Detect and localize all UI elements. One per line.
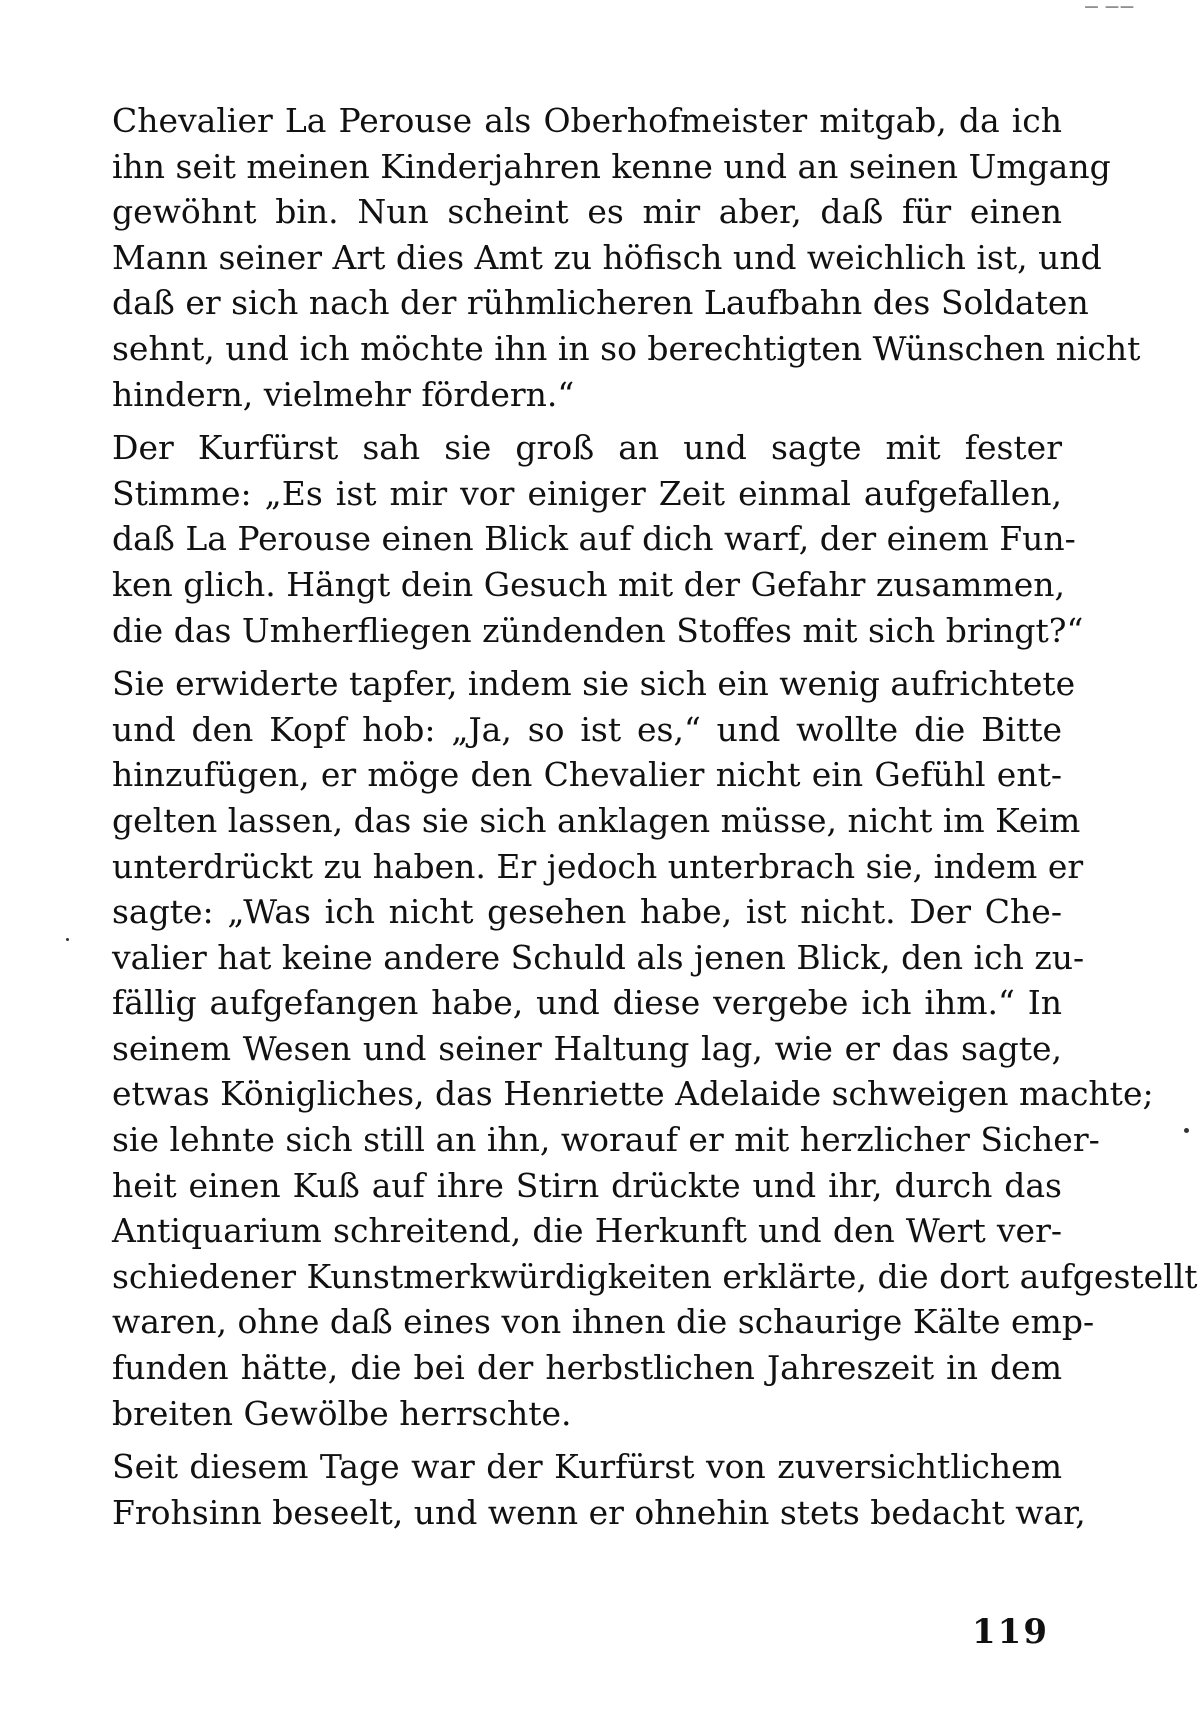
- text-line: seinem Wesen und seiner Haltung lag, wie er das sagte,: [112, 1028, 1062, 1068]
- text-line: Chevalier La Perouse als Oberhofmeister mitgab, da ich: [112, 101, 1062, 140]
- paragraph-1: [112, 98, 1141, 417]
- text-line: Sie erwiderte tapfer, indem sie sich ein wenig aufrichtete: [112, 664, 1076, 704]
- text-line: daß er sich nach der rühmlicheren Laufbahn des Soldaten: [112, 283, 1089, 323]
- print-speck: [1184, 1128, 1189, 1133]
- text-line: hindern, vielmehr fördern.“: [112, 374, 575, 414]
- text-line: sagte: „Was ich nicht gesehen habe, ist nicht. Der Che-: [112, 892, 1062, 932]
- text-line: Frohsinn beseelt, und wenn er ohnehin stets bedacht war,: [112, 1492, 1086, 1532]
- text-line: ken glich. Hängt dein Gesuch mit der Gefahr zusammen,: [112, 564, 1065, 604]
- text-line: sie lehnte sich still an ihn, worauf er mit herzlicher Sicher-: [112, 1120, 1100, 1160]
- body-text: [112, 98, 1198, 1535]
- text-line: gewöhnt bin. Nun scheint es mir aber, daß für einen: [112, 192, 1062, 232]
- text-line: etwas Königliches, das Henriette Adelaide schweigen machte;: [112, 1074, 1154, 1114]
- text-line: Mann seiner Art dies Amt zu höfisch und weichlich ist, und: [112, 237, 1102, 277]
- text-line: hinzufügen, er möge den Chevalier nicht ein Gefühl ent-: [112, 755, 1062, 795]
- text-line: schiedener Kunstmerkwürdigkeiten erklärte, die dort aufgestellt: [112, 1256, 1198, 1296]
- text-line: unterdrückt zu haben. Er jedoch unterbrach sie, indem er: [112, 846, 1084, 886]
- paragraph-4: [112, 1444, 1086, 1535]
- text-line: gelten lassen, das sie sich anklagen müsse, nicht im Keim: [112, 800, 1081, 840]
- text-line: heit einen Kuß auf ihre Stirn drückte und ihr, durch das: [112, 1165, 1062, 1205]
- text-line: und den Kopf hob: „Ja, so ist es,“ und wollte die Bitte: [112, 709, 1062, 749]
- text-line: funden hätte, die bei der herbstlichen Jahreszeit in dem: [112, 1348, 1062, 1388]
- running-head: — ——: [1084, 0, 1135, 15]
- page-number: 119: [972, 1612, 1049, 1652]
- text-line: sehnt, und ich möchte ihn in so berechtigten Wünschen nicht: [112, 328, 1141, 368]
- text-line: Stimme: „Es ist mir vor einiger Zeit einmal aufgefallen,: [112, 473, 1062, 513]
- paragraph-gap: [112, 653, 1062, 661]
- text-line: fällig aufgefangen habe, und diese vergebe ich ihm.“ In: [112, 983, 1062, 1023]
- text-line: breiten Gewölbe herrschte.: [112, 1393, 572, 1433]
- paragraph-gap: [112, 1436, 1062, 1444]
- text-line: ihn seit meinen Kinderjahren kenne und an seinen Umgang: [112, 146, 1111, 186]
- text-line: valier hat keine andere Schuld als jenen Blick, den ich zu-: [112, 937, 1085, 977]
- text-line: die das Umherfliegen zündenden Stoffes mit sich bringt?“: [112, 610, 1084, 650]
- text-line: Antiquarium schreitend, die Herkunft und den Wert ver-: [112, 1211, 1062, 1251]
- print-speck: [66, 938, 69, 941]
- text-line: Der Kurfürst sah sie groß an und sagte mit fester: [112, 428, 1062, 468]
- paragraph-gap: [112, 417, 1062, 425]
- text-line: daß La Perouse einen Blick auf dich warf, der einem Fun-: [112, 519, 1076, 559]
- text-line: waren, ohne daß eines von ihnen die schaurige Kälte emp-: [112, 1302, 1095, 1342]
- paragraph-3: [112, 661, 1198, 1436]
- text-line: Seit diesem Tage war der Kurfürst von zuversichtlichem: [112, 1447, 1062, 1487]
- paragraph-2: [112, 425, 1084, 653]
